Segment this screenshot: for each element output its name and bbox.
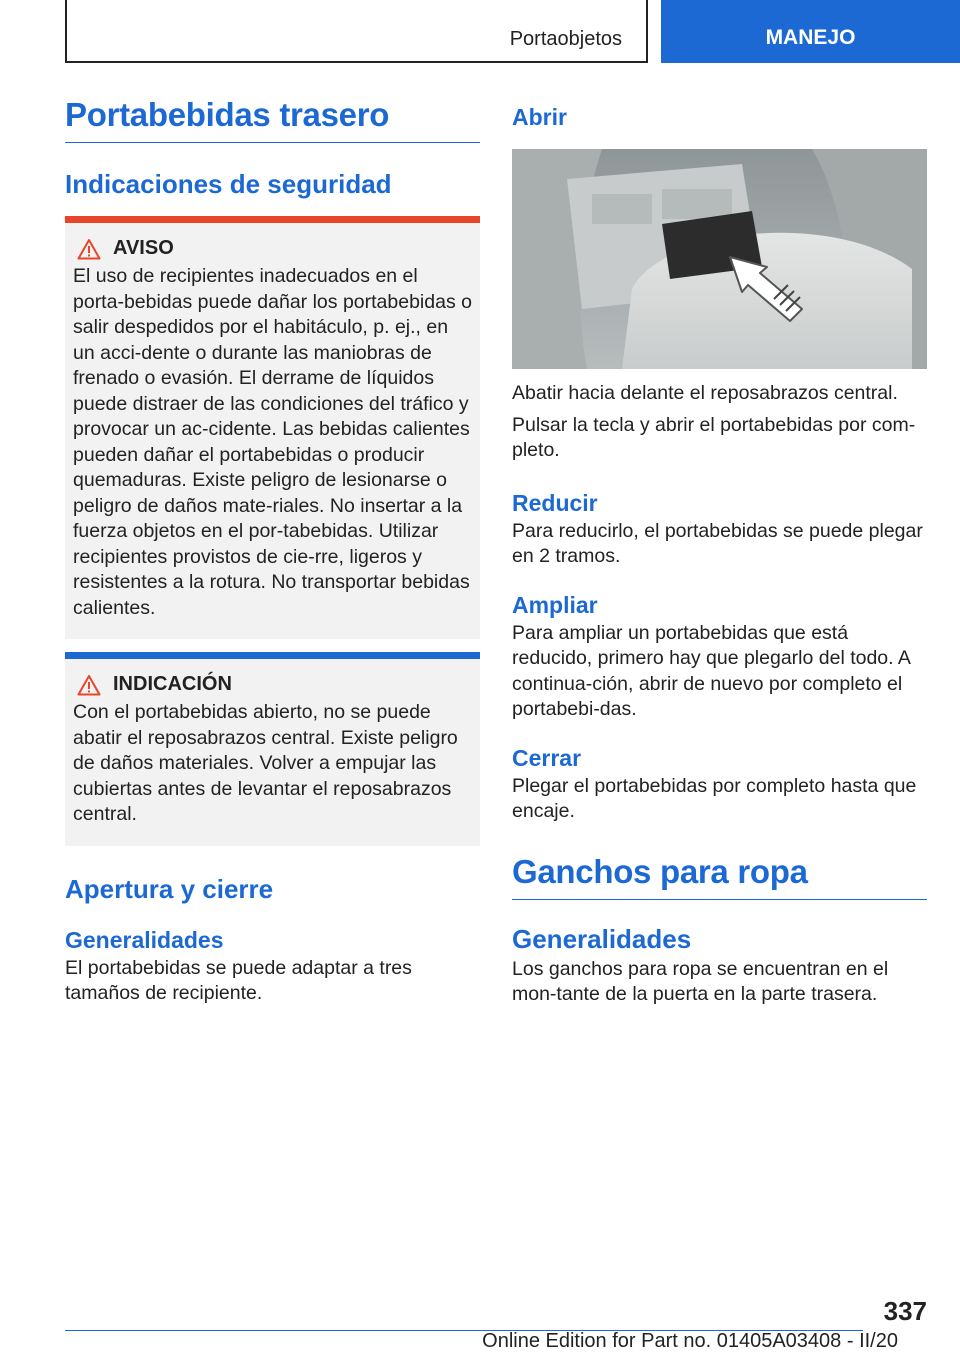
open-step-2: Pulsar la tecla y abrir el portabebidas por com-pleto. [512, 413, 916, 461]
hooks-title-block [512, 853, 927, 900]
warning-text: El uso de recipientes inadecuados en el porta-bebidas puede dañar los portabebidas o salir despedidos por el habitáculo, p. ej., en un acci-dente o durante las maniobras de frenado o evasión. El derrame de líquidos puede distraer de las condiciones del tráfico y provocar un ac-cidente. Las bebidas calientes pueden dañar el portabebidas o producir quemaduras. Existe peligro de lesionarse o peligro de daños mate-riales. No insertar a la fuerza objetos en el por-tabebidas. Utilizar recipientes provistos de cie-rre, ligeros y resistentes a la rotura. No transportar bebidas calientes. [73, 265, 472, 619]
open-step-1: Abatir hacia delante el reposabrazos central. [512, 382, 898, 404]
header-section-box [65, 0, 648, 63]
general-heading: Generalidades [65, 926, 224, 953]
close-text: Plegar el portabebidas por completo hasta que encaje. [512, 774, 917, 822]
reduce-heading: Reducir [512, 489, 598, 516]
warning-triangle-icon [77, 238, 101, 260]
footer-edition: Online Edition for Part no. 01405A03408 - II/20 [482, 1330, 898, 1352]
right-column [512, 96, 927, 1008]
warning-bar [65, 216, 480, 223]
header-chapter-tab: MANEJO [661, 0, 960, 63]
warning-label: AVISO [113, 237, 174, 259]
open-heading: Abrir [512, 104, 567, 130]
hooks-text: Los ganchos para ropa se encuentran en el mon-tante de la puerta en la parte trasera. [512, 957, 889, 1005]
notice-label: INDICACIÓN [113, 673, 232, 695]
expand-text: Para ampliar un portabebidas que está reducido, primero hay que plegarlo del todo. A continua-ción, abrir de nuevo por completo el portabebi-das. [512, 621, 910, 720]
page-number: 337 [883, 1296, 927, 1326]
warning-box [65, 223, 480, 639]
close-heading: Cerrar [512, 744, 582, 771]
expand-heading: Ampliar [512, 591, 598, 618]
hooks-title: Ganchos para ropa [512, 852, 808, 890]
page-title-block [65, 96, 480, 143]
notice-bar [65, 652, 480, 659]
safety-heading: Indicaciones de seguridad [65, 169, 392, 199]
header-section-title: Portaobjetos [509, 28, 622, 50]
left-column [65, 96, 480, 1007]
page-title: Portabebidas trasero [65, 96, 390, 133]
notice-box [65, 659, 480, 846]
notice-text: Con el portabebidas abierto, no se puede abatir el reposabrazos central. Existe peligro de daños materiales. Volver a empujar las cubiertas antes de levantar el reposabrazos central. [73, 701, 458, 825]
general-text: El portabebidas se puede adaptar a tres tamaños de recipiente. [65, 956, 412, 1004]
notice-triangle-icon [77, 674, 101, 696]
hooks-general-heading: Generalidades [512, 923, 692, 954]
open-close-heading: Apertura y cierre [65, 873, 274, 904]
reduce-text: Para reducirlo, el portabebidas se puede plegar en 2 tramos. [512, 519, 923, 567]
armrest-photo [512, 149, 927, 369]
